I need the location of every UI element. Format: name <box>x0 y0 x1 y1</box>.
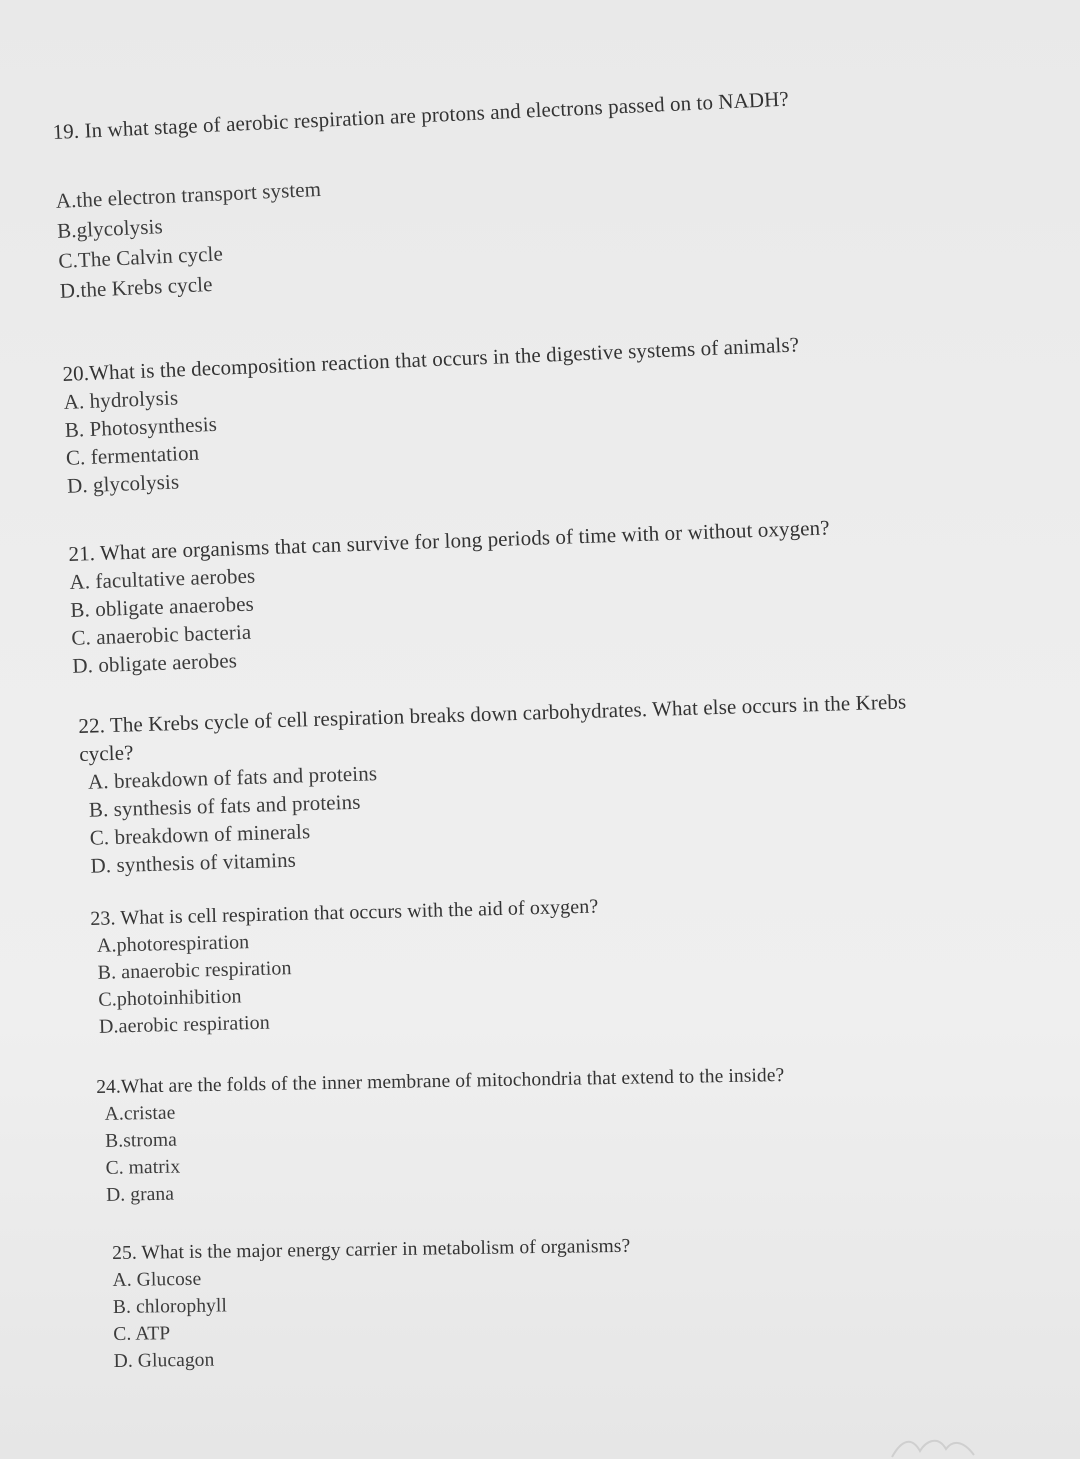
option-a: A. hydrolysis <box>63 385 179 414</box>
option-c: C.photoinhibition <box>98 985 242 1011</box>
option-a: A. facultative aerobes <box>69 563 256 594</box>
question-23 <box>90 894 601 1041</box>
answer-options <box>96 1089 786 1209</box>
option-a: A.photorespiration <box>96 931 250 957</box>
option-c: C. anaerobic bacteria <box>71 619 252 650</box>
answer-options <box>91 921 602 1041</box>
question-text: 20.What is the decomposition reaction that occurs in the digestive systems of animals? <box>62 332 800 386</box>
option-b: B.stroma <box>104 1129 178 1152</box>
question-21 <box>68 513 834 679</box>
question-text: 25. What is the major energy carrier in metabolism of organisms? <box>112 1235 631 1264</box>
option-a: A.the electron transport system <box>55 176 322 213</box>
question-text: 21. What are organisms that can survive for long periods of time with or without oxygen? <box>68 515 830 566</box>
option-b: B.glycolysis <box>56 214 164 243</box>
option-a: A. breakdown of fats and proteins <box>87 761 378 794</box>
option-a: A.cristae <box>104 1102 176 1125</box>
option-b: B. obligate anaerobes <box>70 591 255 622</box>
option-c: C. breakdown of minerals <box>89 819 311 850</box>
option-c: C.The Calvin cycle <box>57 241 224 273</box>
option-d: D. glycolysis <box>66 469 180 498</box>
option-b: B. chlorophyll <box>112 1295 228 1318</box>
option-b: B. synthesis of fats and proteins <box>88 789 361 822</box>
option-d: D.the Krebs cycle <box>59 271 213 303</box>
option-d: D. grana <box>105 1183 175 1206</box>
question-19 <box>52 85 797 306</box>
answer-options <box>112 1260 632 1375</box>
question-text: 22. The Krebs cycle of cell respiration breaks down carbohydrates. What else occurs in the Krebs cycle? <box>78 689 907 766</box>
option-d: D. obligate aerobes <box>71 648 238 678</box>
option-c: C. matrix <box>105 1156 181 1179</box>
option-d: D. Glucagon <box>113 1349 215 1372</box>
question-text: 23. What is cell respiration that occurs with the aid of oxygen? <box>90 895 599 930</box>
question-text: 19. In what stage of aerobic respiration are protons and electrons passed on to NADH? <box>52 86 790 144</box>
pen-scribble-mark <box>890 1429 980 1459</box>
answer-options <box>55 153 797 306</box>
option-d: D. synthesis of vitamins <box>90 847 297 878</box>
option-b: B. Photosynthesis <box>64 411 218 442</box>
question-24 <box>96 1062 786 1209</box>
option-c: C. fermentation <box>65 440 200 470</box>
option-c: C. ATP <box>113 1323 171 1345</box>
option-b: B. anaerobic respiration <box>97 957 292 984</box>
option-a: A. Glucose <box>112 1268 202 1291</box>
question-text: 24.What are the folds of the inner membrane of mitochondria that extend to the inside? <box>96 1064 785 1098</box>
question-20 <box>62 330 804 499</box>
question-22 <box>78 686 963 880</box>
question-25 <box>112 1233 632 1375</box>
option-d: D.aerobic respiration <box>98 1011 271 1038</box>
